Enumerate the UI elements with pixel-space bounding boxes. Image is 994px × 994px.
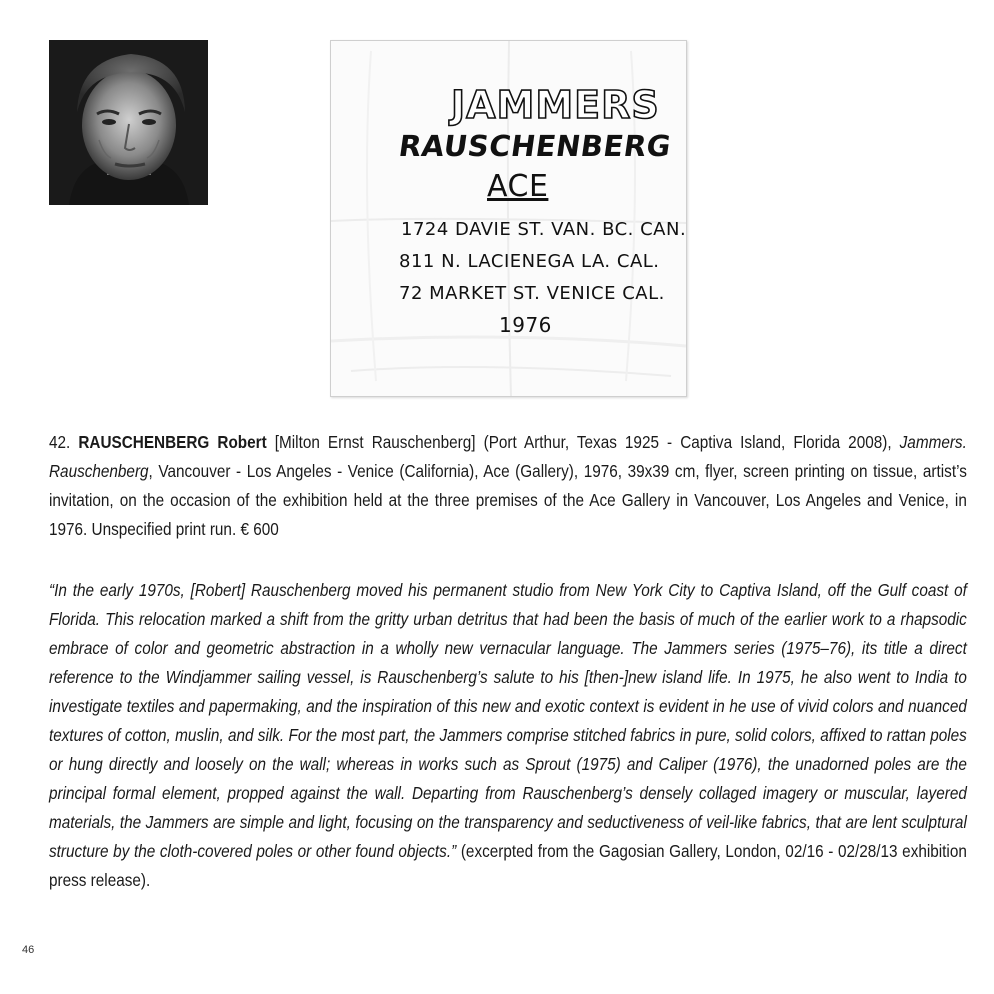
flyer-year: 1976 [499, 313, 552, 337]
flyer-title: JAMMERS [451, 83, 660, 127]
quote-source: (excerpted from the Gagosian Gallery, London, 02/16 - 02/28/13 exhibition press release). [49, 841, 967, 890]
flyer-address-3: 72 MARKET ST. VENICE CAL. [399, 283, 665, 304]
work-title: Jammers. Rauschenberg [49, 432, 967, 481]
artist-name: RAUSCHENBERG Robert [78, 432, 267, 452]
entry-number: 42. [49, 432, 71, 452]
jammers-flyer-image [330, 40, 687, 397]
flyer-artist-name: RAUSCHENBERG [396, 129, 674, 163]
page-number: 46 [22, 944, 35, 956]
artist-portrait-photo [49, 40, 208, 205]
artist-bio: [Milton Ernst Rauschenberg] (Port Arthur, Texas 1925 - Captiva Island, Florida 2008), [266, 432, 900, 452]
flyer-address-1: 1724 DAVIE ST. VAN. BC. CAN. [401, 219, 687, 240]
catalogue-entry [49, 428, 967, 544]
quote-text: “In the early 1970s, [Robert] Rauschenberg moved his permanent studio from New York City to Captiva Island, off the Gulf coast of Florida. This relocation marked a shift from the gritty urban detritus that had been the basis of much of the earlier work to a rhapsodic embrace of color and geometric abstraction in a wholly new vernacular language. The Jammers series (1975–76), its title a direct reference to the Windjammer sailing vessel, is Rauschenberg’s salute to his [then-]new island life. In 1975, he also went to India to investigate textiles and papermaking, and the inspiration of this new and exotic context is evident in he use of vivid colors and nuanced textures of cotton, muslin, and silk. For the most part, the Jammers comprise stitched fabrics in pure, solid colors, affixed to rattan poles or hung directly and loosely on the wall; whereas in works such as Sprout (1975) and Caliper (1976), the unadorned poles are the principal formal element, propped against the wall. Departing from Rauschenberg’s densely collaged imagery or muscular, layered materials, the Jammers are simple and light, focusing on the transparency and seductiveness of veil-like fabrics, that are lent sculptural structure by the cloth-covered poles or other found objects.” [49, 580, 967, 861]
portrait-illustration [49, 40, 208, 205]
flyer-gallery-name: ACE [487, 169, 549, 204]
flyer-address-2: 811 N. LACIENEGA LA. CAL. [399, 251, 660, 272]
work-details: , Vancouver - Los Angeles - Venice (California), Ace (Gallery), 1976, 39x39 cm, flyer, screen printing on tissue, artist’s invitation, on the occasion of the exhibition held at the three premises of the Ace Gallery in Vancouver, Los Angeles and Venice, in 1976. Unspecified print run. € 600 [49, 461, 967, 539]
quote-paragraph [49, 576, 967, 895]
